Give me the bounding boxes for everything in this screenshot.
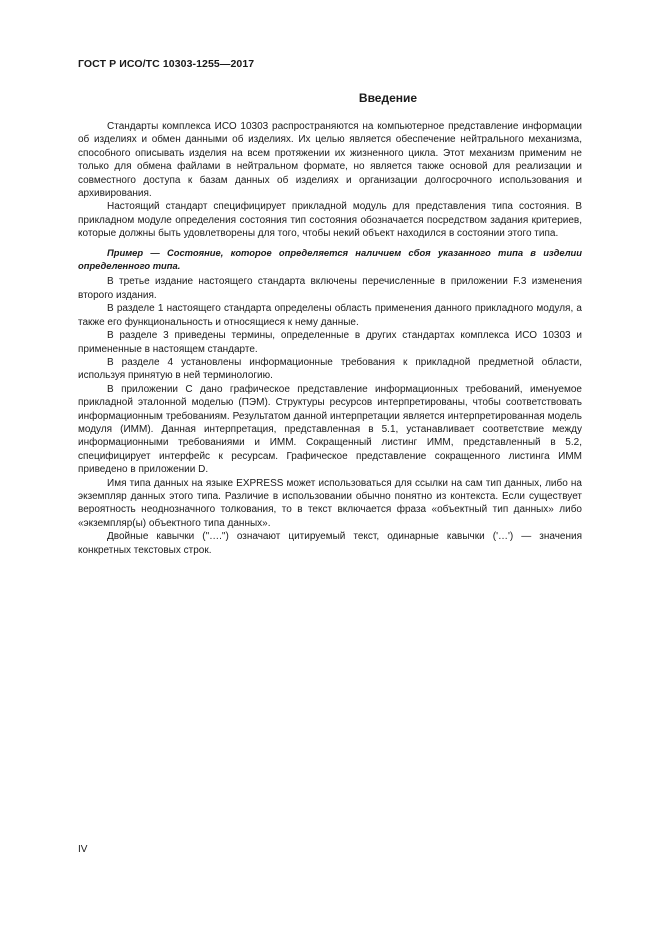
page-number: IV bbox=[78, 844, 88, 855]
body-text bbox=[78, 120, 582, 557]
paragraph: Стандарты комплекса ИСО 10303 распространяются на компьютерное представление информации об изделиях и обмен данными об изделиях. Их целью является обеспечение нейтрального механизма, способного описывать изделия на всем протяжении их жизненного цикла. Этот механизм применим не только для обмена файлами в нейтральном формате, но является также основой для реализации и совместного доступа к базам данных об изделиях и организации долгосрочного использования и архивирования. bbox=[78, 121, 582, 200]
paragraph: Настоящий стандарт специфицирует прикладной модуль для представления типа состояния. В прикладном модуле определения состояния тип состояния обозначается посредством задания критериев, которые должны быть удовлетворены для того, чтобы некий объект находился в состоянии этого типа. bbox=[78, 201, 582, 240]
paragraph: В приложении С дано графическое представление информационных требований, именуемое прикладной эталонной моделью (ПЭМ). Структуры ресурсов интерпретированы, чтобы соответствовать информационным требованиям. Результатом данной интерпретации является интерпретированная модель модуля (ИММ). Данная интерпретация, представленная в 5.1, устанавливает соответствие между информационными требованиями и ИММ. Сокращенный листинг ИММ, представленный в 5.2, специфицирует интерфейс к ресурсам. Графическое представление сокращенного листинга ИММ приведено в приложении D. bbox=[78, 383, 582, 476]
paragraph: В третье издание настоящего стандарта включены перечисленные в приложении F.3 изменения второго издания. bbox=[78, 276, 582, 301]
document-header: ГОСТ Р ИСО/ТС 10303-1255—2017 bbox=[78, 58, 255, 70]
paragraph: Двойные кавычки ("….") означают цитируемый текст, одинарные кавычки ('…') — значения конкретных текстовых строк. bbox=[78, 531, 582, 556]
paragraph: В разделе 1 настоящего стандарта определены область применения данного прикладного модуля, а также его функциональность и относящиеся к нему данные. bbox=[78, 303, 582, 328]
paragraph: В разделе 3 приведены термины, определенные в других стандартах комплекса ИСО 10303 и примененные в настоящем стандарте. bbox=[78, 330, 582, 355]
section-title: Введение bbox=[358, 91, 418, 105]
paragraph: В разделе 4 установлены информационные требования к прикладной предметной области, используя принятую в ней терминологию. bbox=[78, 356, 582, 382]
example-note: Пример — Состояние, которое определяется наличием сбоя указанного типа в изделии определенного типа. bbox=[78, 246, 582, 272]
paragraph: Имя типа данных на языке EXPRESS может использоваться для ссылки на сам тип данных, либо на экземпляр данных этого типа. Различие в использовании обычно понятно из контекста. Если существует вероятность неоднозначного толкования, то в текст включается фраза «объектный тип данных» либо «экземпляр(ы) объектного типа данных». bbox=[78, 477, 582, 529]
